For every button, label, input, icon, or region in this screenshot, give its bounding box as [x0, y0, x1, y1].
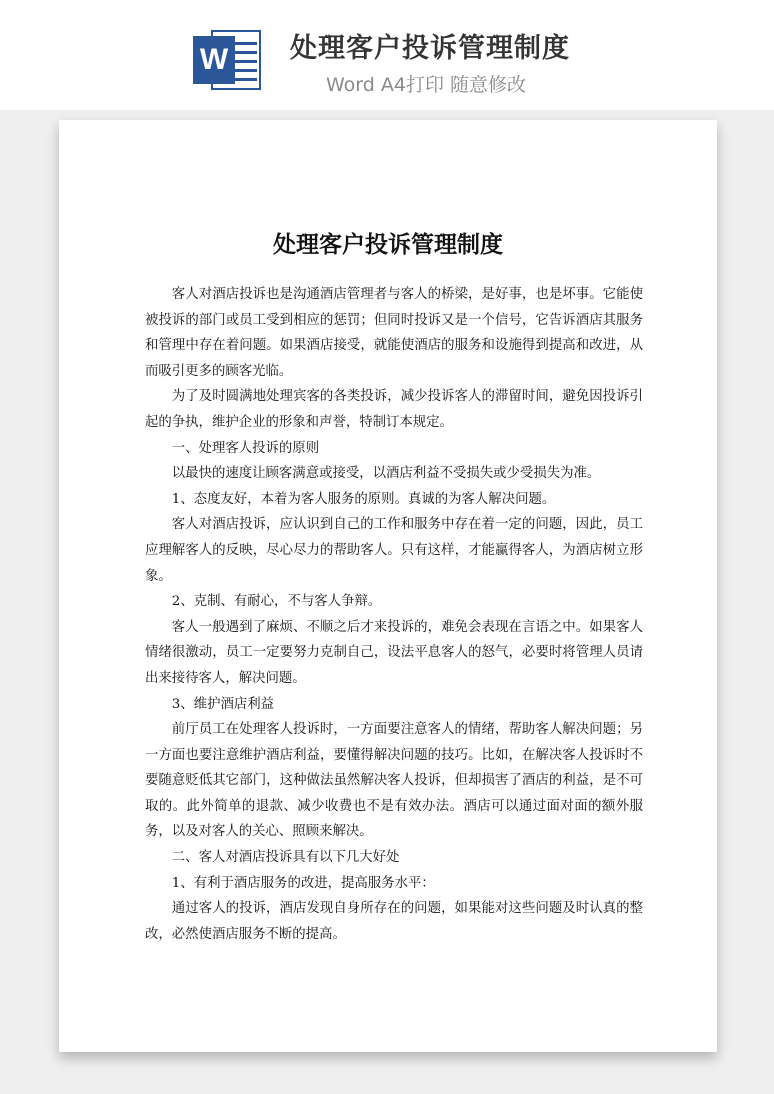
paragraph: 以最快的速度让顾客满意或接受，以酒店利益不受损失或少受损失为准。 — [171, 466, 601, 482]
paragraph: 通过客人的投诉，酒店发现自身所存在的问题，如果能对这些问题及时认真的整改，必然使酒店服务不断的提高。 — [145, 901, 643, 942]
section-heading: 一、处理客人投诉的原则 — [171, 440, 320, 456]
document-page — [59, 120, 717, 1052]
list-item: 1、有利于酒店服务的改进，提高服务水平： — [171, 875, 435, 891]
paragraph: 客人对酒店投诉，应认识到自己的工作和服务中存在着一定的问题，因此，员工应理解客人的反映，尽心尽力的帮助客人。只有这样，才能赢得客人，为酒店树立形象。 — [145, 517, 643, 584]
list-item: 2、克制、有耐心，不与客人争辩。 — [171, 594, 382, 610]
list-item: 1、态度友好，本着为客人服务的原则。真诚的为客人解决问题。 — [171, 491, 556, 507]
paragraph: 客人对酒店投诉也是沟通酒店管理者与客人的桥梁，是好事，也是坏事。它能使被投诉的部门或员工受到相应的惩罚；但同时投诉又是一个信号，它告诉酒店其服务和管理中存在着问题。如果酒店接受，就能使酒店的服务和设施得到提高和改进，从而吸引更多的顾客光临。 — [145, 287, 643, 379]
header-title: 处理客户投诉管理制度 — [290, 33, 570, 64]
document-body — [145, 282, 643, 947]
paragraph: 客人一般遇到了麻烦、不顺之后才来投诉的，难免会表现在言语之中。如果客人情绪很激动，员工一定要努力克制自己，设法平息客人的怒气，必要时将管理人员请出来接待客人，解决问题。 — [145, 619, 643, 686]
document-title: 处理客户投诉管理制度 — [273, 231, 503, 258]
header-subtitle: Word A4打印 随意修改 — [326, 74, 527, 96]
section-heading: 二、客人对酒店投诉具有以下几大好处 — [171, 850, 400, 866]
word-icon — [193, 24, 265, 96]
paragraph: 为了及时圆满地处理宾客的各类投诉，减少投诉客人的滞留时间，避免因投诉引起的争执，维护企业的形象和声誉，特制订本规定。 — [145, 389, 643, 430]
list-item: 3、维护酒店利益 — [171, 696, 275, 712]
word-badge: W — [193, 36, 235, 84]
header-banner — [0, 0, 774, 110]
paragraph: 前厅员工在处理客人投诉时，一方面要注意客人的情绪，帮助客人解决问题；另一方面也要注意维护酒店利益，要懂得解决问题的技巧。比如，在解决客人投诉时不要随意贬低其它部门，这种做法虽然解决客人投诉，但却损害了酒店的利益，是不可取的。此外简单的退款、减少收费也不是有效办法。酒店可以通过面对面的额外服务，以及对客人的关心、照顾来解决。 — [145, 722, 643, 840]
